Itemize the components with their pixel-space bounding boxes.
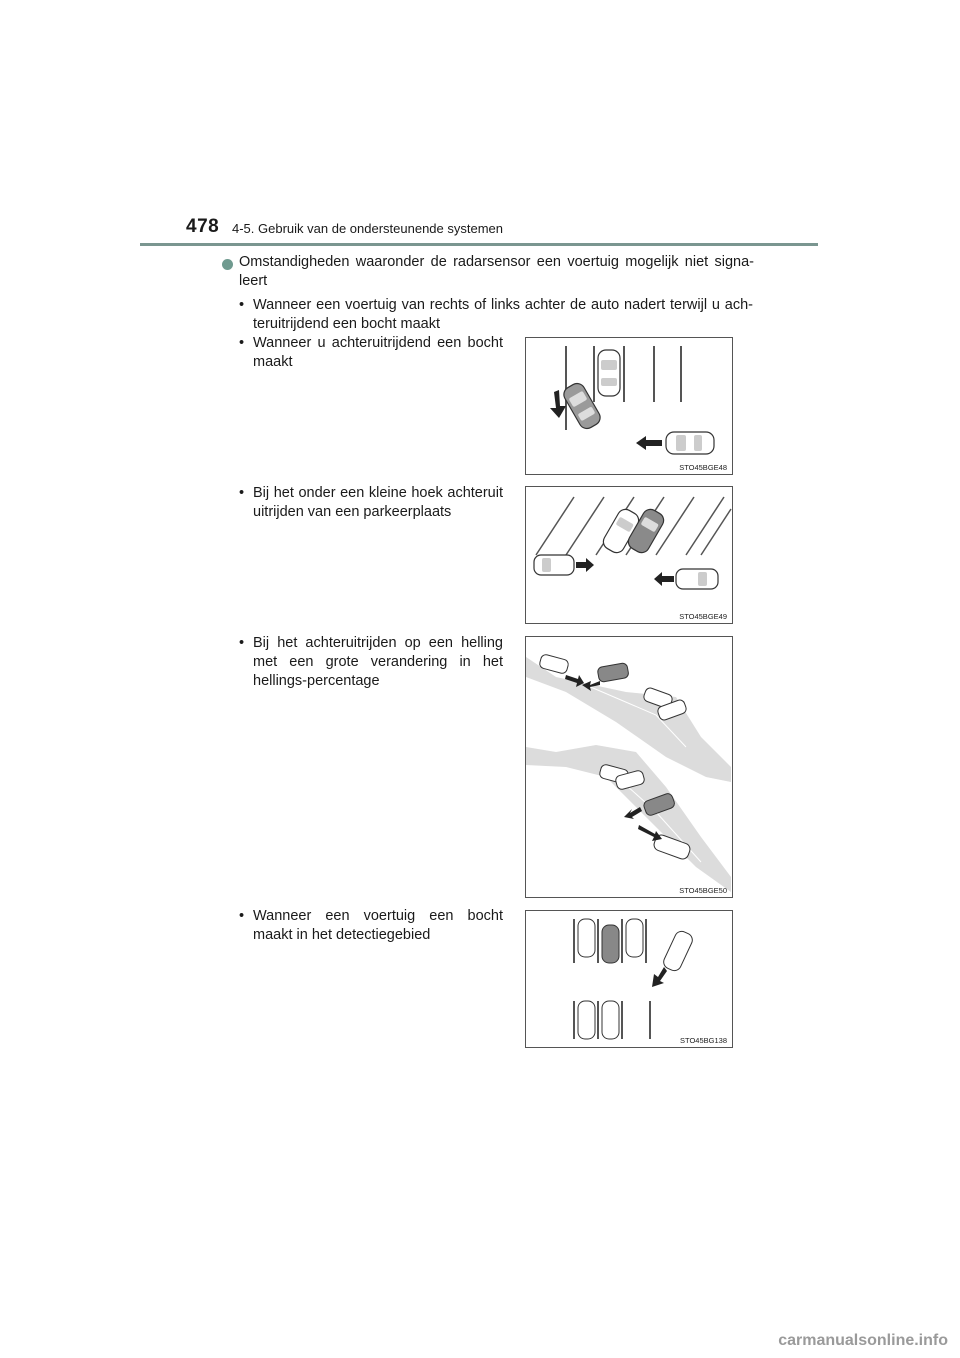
figure-angled-parking bbox=[525, 486, 733, 624]
figure-code: STO45BGE49 bbox=[679, 612, 727, 621]
main-bullet-text: Omstandigheden waaronder de radarsensor een voertuig mogelijk niet signa-leert bbox=[239, 254, 754, 289]
sub-item-text: Bij het onder een kleine hoek achteruit uitrijden van een parkeerplaats bbox=[253, 485, 503, 520]
car-icon bbox=[578, 919, 595, 957]
detection-area-illustration bbox=[526, 911, 732, 1047]
car-icon bbox=[602, 1001, 619, 1039]
parking-illustration bbox=[526, 338, 732, 474]
arrow-icon bbox=[652, 967, 667, 987]
car-icon bbox=[578, 1001, 595, 1039]
sub-item-text: Wanneer een voertuig van rechts of links achter de auto nadert terwijl u ach-teruitrijdend een bocht maakt bbox=[253, 297, 753, 332]
sub-item-2 bbox=[239, 334, 503, 372]
arrow-icon bbox=[654, 572, 674, 586]
approaching-car-left-icon bbox=[534, 555, 574, 575]
sub-item-3 bbox=[239, 484, 503, 522]
car-icon bbox=[626, 919, 643, 957]
figure-code: STO45BGE50 bbox=[679, 886, 727, 895]
sub-item-text: Wanneer u achteruitrijdend een bocht maakt bbox=[253, 335, 503, 370]
sub-item-4 bbox=[239, 634, 503, 691]
parked-car-icon bbox=[598, 350, 620, 396]
sub-bullet-icon: • bbox=[239, 635, 245, 651]
figure-slope bbox=[525, 636, 733, 898]
sub-bullet-icon: • bbox=[239, 908, 245, 924]
slope-illustration bbox=[526, 637, 732, 897]
reversing-car-icon bbox=[561, 381, 603, 432]
page-number: 478 bbox=[186, 216, 220, 237]
arrow-icon bbox=[624, 807, 642, 819]
section-title: 4-5. Gebruik van de ondersteunende systemen bbox=[232, 221, 504, 236]
car-icon bbox=[602, 925, 619, 963]
angled-parking-illustration bbox=[526, 487, 732, 623]
bullet-dot-icon bbox=[222, 259, 233, 270]
turning-car-icon bbox=[661, 929, 694, 973]
header-rule bbox=[140, 243, 818, 246]
sub-bullet-icon: • bbox=[239, 335, 245, 351]
car-icon bbox=[597, 663, 629, 683]
sub-bullet-icon: • bbox=[239, 485, 245, 501]
figure-reverse-turn bbox=[525, 337, 733, 475]
figure-code: STO45BG138 bbox=[680, 1036, 727, 1045]
approaching-car-right-icon bbox=[676, 569, 718, 589]
sub-item-text: Bij het achteruitrijden op een helling met een grote verandering in het hellings-percentage bbox=[253, 635, 503, 689]
arrow-icon bbox=[636, 436, 662, 450]
watermark: carmanualsonline.info bbox=[778, 1332, 948, 1349]
sub-item-text: Wanneer een voertuig een bocht maakt in het detectiegebied bbox=[253, 908, 503, 943]
approaching-car-icon bbox=[666, 432, 714, 454]
sub-item-1 bbox=[239, 296, 753, 334]
figure-detection-turn bbox=[525, 910, 733, 1048]
sub-item-5 bbox=[239, 907, 503, 945]
figure-code: STO45BGE48 bbox=[679, 463, 727, 472]
arrow-icon bbox=[576, 558, 594, 572]
sub-bullet-icon: • bbox=[239, 297, 245, 313]
